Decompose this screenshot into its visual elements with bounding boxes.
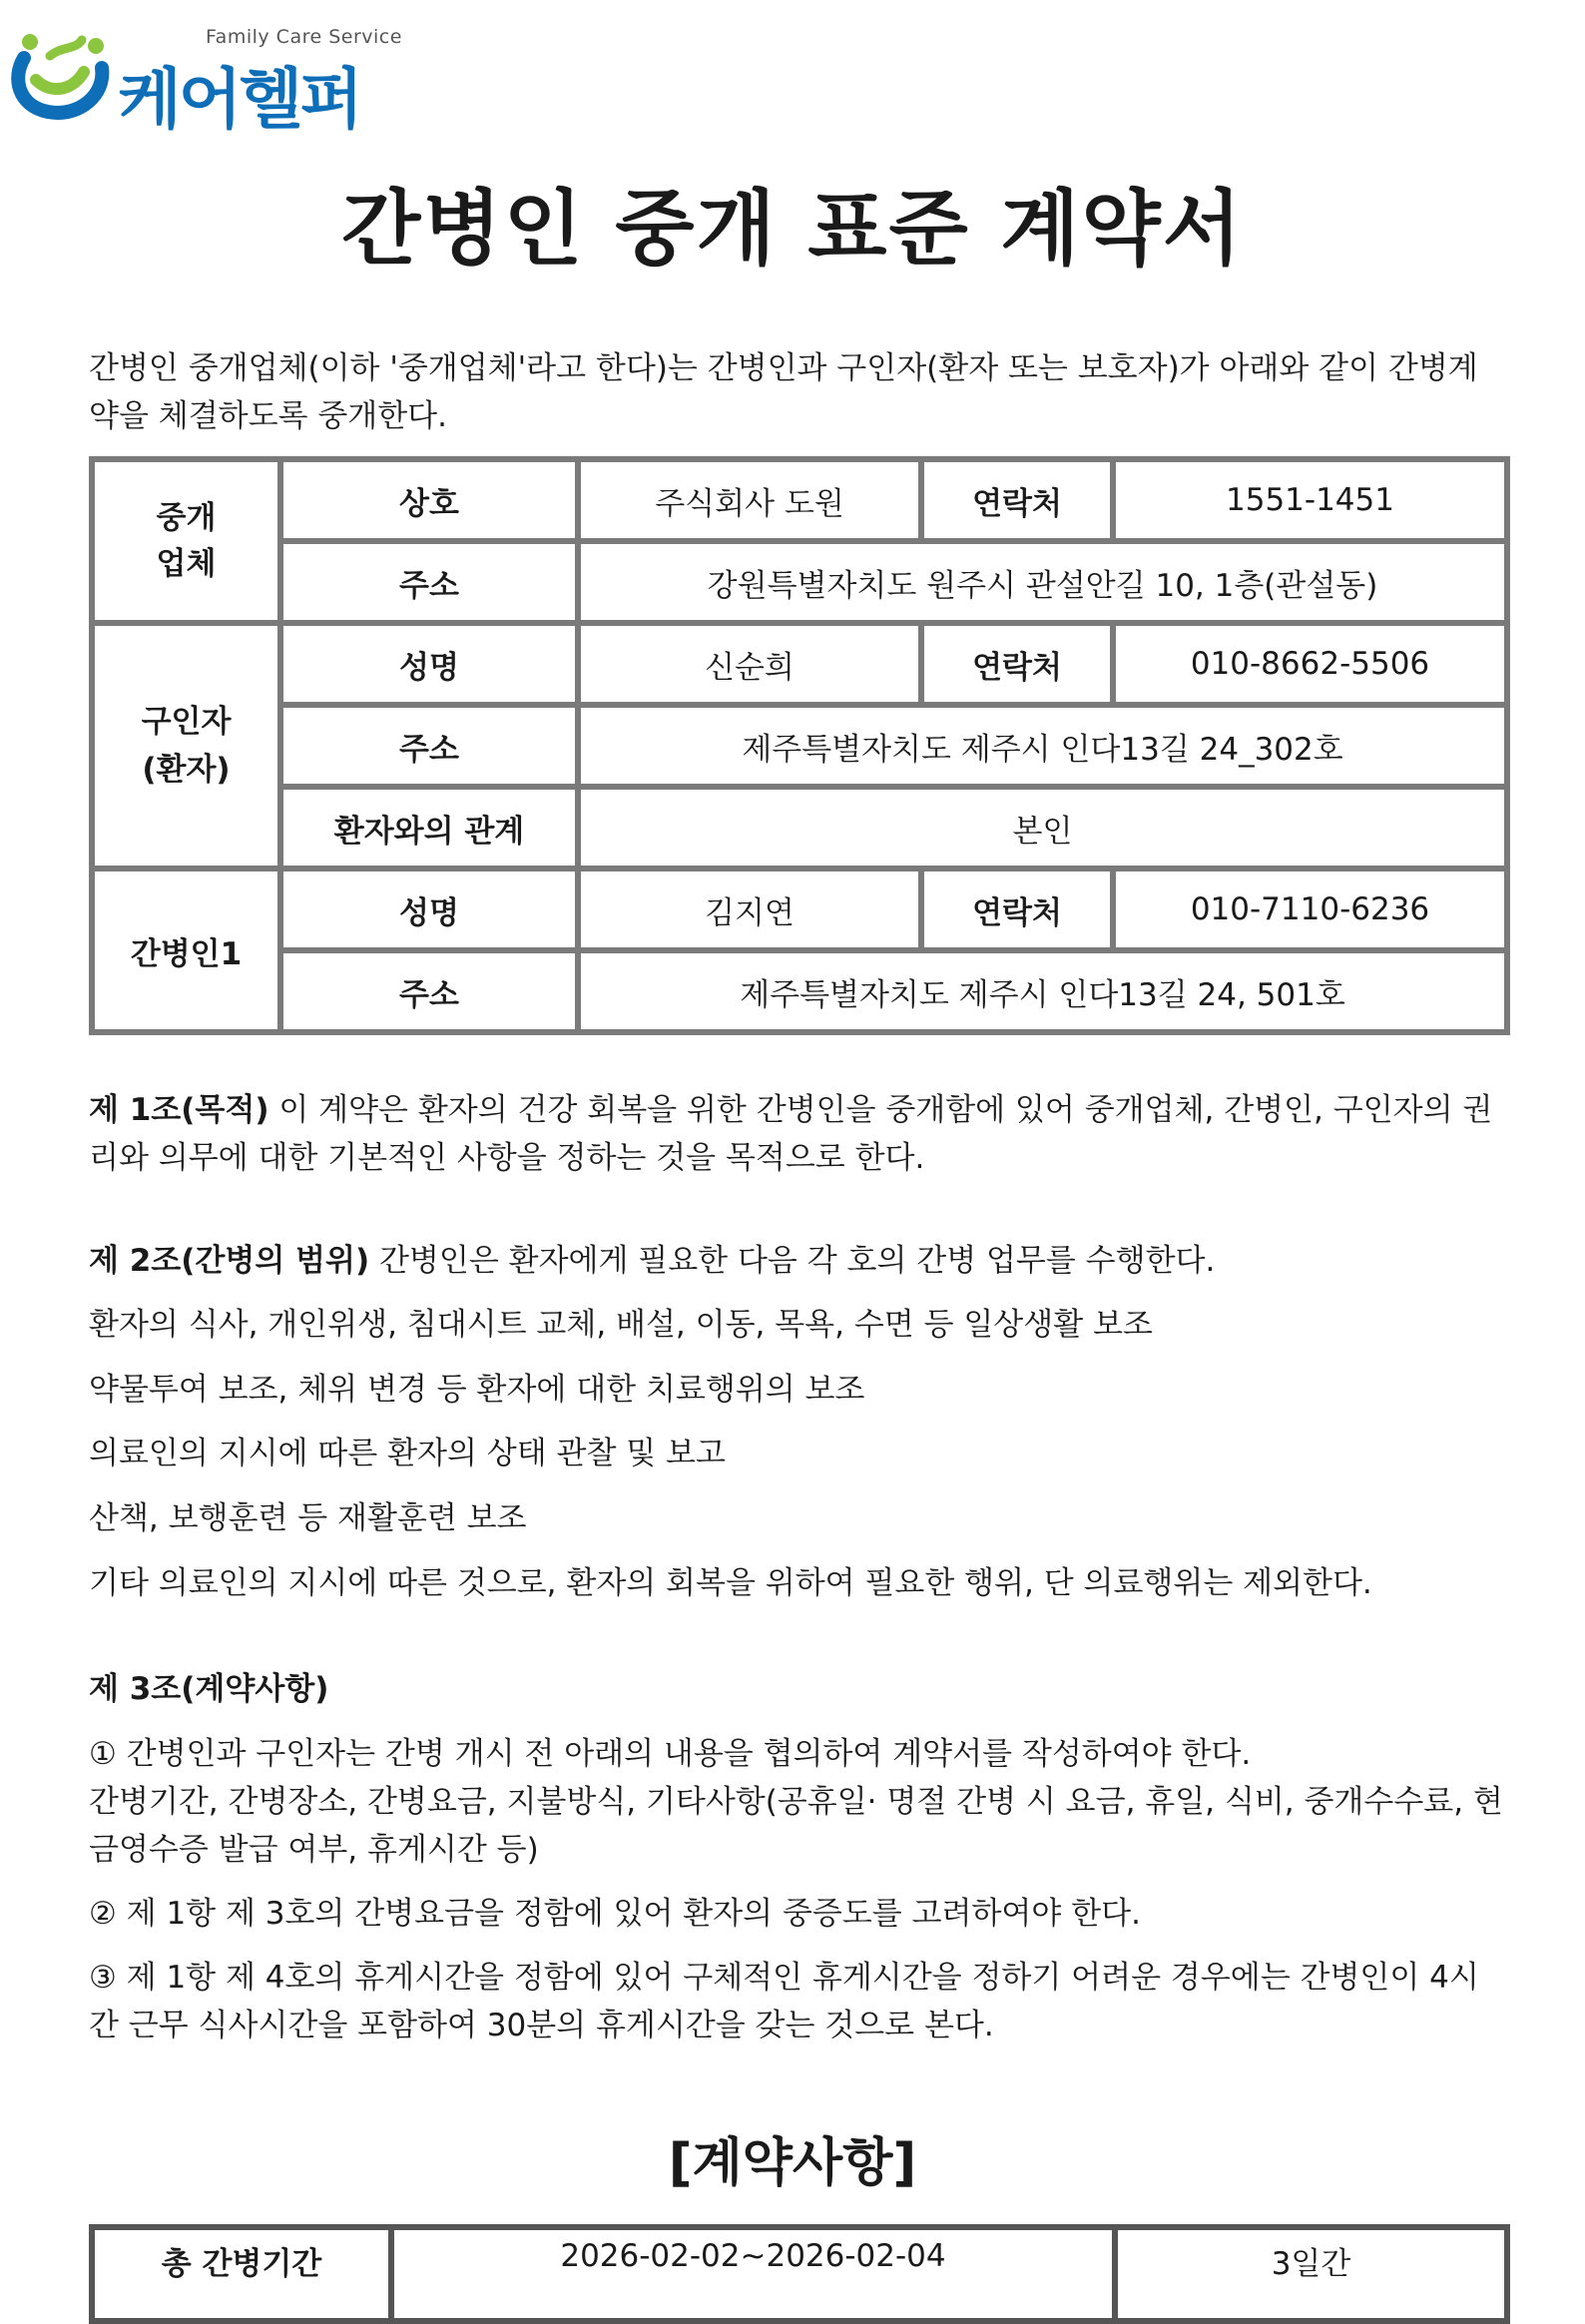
table-row — [92, 2227, 1507, 2321]
caregiver-name-label: 성명 — [280, 869, 578, 950]
list-item: 의료인의 지시에 따른 환자의 상태 관찰 및 보고 — [89, 1436, 726, 1471]
period-label: 총 간병기간 — [92, 2227, 391, 2321]
contract-terms-heading: [계약사항] — [668, 2133, 917, 2193]
period-value: 2026-02-02~2026-02-04 — [391, 2227, 1115, 2321]
client-address-label: 주소 — [280, 705, 578, 787]
article-2-heading: 제 2조(간병의 범위) — [89, 1243, 370, 1279]
agency-name-label: 상호 — [280, 459, 578, 541]
agency-name-value: 주식회사 도원 — [578, 459, 921, 541]
agency-address-label: 주소 — [280, 541, 578, 623]
table-row — [92, 459, 1507, 541]
company-logo — [10, 22, 409, 138]
caregiver-address-label: 주소 — [280, 950, 578, 1032]
contract-terms-table — [89, 2224, 1510, 2324]
article-3-clause-3: ③ 제 1항 제 4호의 휴게시간을 정함에 있어 구체적인 휴게시간을 정하기 어려운 경우에는 간병인이 4시간 근무 식사시간을 포함하여 30분의 휴게시간을 갖는 것으로 본다. — [89, 1960, 1479, 2043]
article-2 — [89, 1237, 1506, 1285]
caregiver-address-value: 제주특별자치도 제주시 인다13길 24, 501호 — [578, 950, 1507, 1032]
period-days: 3일간 — [1115, 2227, 1507, 2321]
table-row — [92, 869, 1507, 950]
table-row — [92, 705, 1507, 787]
document-title: 간병인 중개 표준 계약서 — [341, 182, 1244, 277]
list-item: 기타 의료인의 지시에 따른 것으로, 환자의 회복을 위하여 필요한 행위, 단 의료행위는 제외한다. — [89, 1565, 1372, 1601]
caregiver-section-label: 간병인1 — [92, 869, 280, 1032]
article-3-paragraph-1 — [89, 1730, 1506, 1874]
care-helper-logo-mark — [10, 28, 114, 124]
caregiver-name-value: 김지연 — [578, 869, 921, 950]
caregiver-contact-value: 010-7110-6236 — [1113, 869, 1507, 950]
agency-contact-label: 연락처 — [921, 459, 1113, 541]
table-row — [92, 541, 1507, 623]
article-3-clause-1-detail: 간병기간, 간병장소, 간병요금, 지불방식, 기타사항(공휴일· 명절 간병 시 요금, 휴일, 식비, 중개수수료, 현금영수증 발급 여부, 휴게시간 등) — [89, 1784, 1503, 1868]
agency-section-label: 중개업체 — [92, 459, 280, 623]
table-row — [92, 950, 1507, 1032]
client-contact-label: 연락처 — [921, 623, 1113, 705]
article-3-heading: 제 3조(계약사항) — [89, 1671, 329, 1707]
article-3-clause-1: ① 간병인과 구인자는 간병 개시 전 아래의 내용을 협의하여 계약서를 작성하여야 한다. — [89, 1736, 1252, 1772]
table-row — [92, 623, 1507, 705]
article-2-text: 간병인은 환자에게 필요한 다음 각 호의 간병 업무를 수행한다. — [378, 1243, 1216, 1279]
article-3-clause-2: ② 제 1항 제 3호의 간병요금을 정함에 있어 환자의 중증도를 고려하여야 한다. — [89, 1896, 1141, 1932]
article-1 — [89, 1086, 1506, 1182]
client-name-label: 성명 — [280, 623, 578, 705]
logo-name: 케어헬퍼 — [118, 61, 361, 138]
client-name-value: 신순희 — [578, 623, 921, 705]
parties-table — [89, 456, 1510, 1035]
intro-paragraph: 간병인 중개업체(이하 '중개업체'라고 한다)는 간병인과 구인자(환자 또는 보호자)가 아래와 같이 간병계약을 체결하도록 중개한다. — [89, 350, 1478, 434]
article-1-heading: 제 1조(목적) — [89, 1092, 269, 1128]
list-item: 약물투여 보조, 체위 변경 등 환자에 대한 치료행위의 보조 — [89, 1372, 865, 1408]
list-item: 환자의 식사, 개인위생, 침대시트 교체, 배설, 이동, 목욕, 수면 등 일상생활 보조 — [89, 1307, 1153, 1343]
agency-address-value: 강원특별자치도 원주시 관설안길 10, 1층(관설동) — [578, 541, 1507, 623]
client-relation-value: 본인 — [578, 787, 1507, 869]
client-address-value: 제주특별자치도 제주시 인다13길 24_302호 — [578, 705, 1507, 787]
list-item: 산책, 보행훈련 등 재활훈련 보조 — [89, 1500, 527, 1536]
table-row — [92, 787, 1507, 869]
agency-contact-value: 1551-1451 — [1113, 459, 1507, 541]
logo-tagline: Family Care Service — [206, 26, 402, 48]
client-section-label: 구인자(환자) — [92, 623, 280, 869]
caregiver-contact-label: 연락처 — [921, 869, 1113, 950]
client-relation-label: 환자와의 관계 — [280, 787, 578, 869]
client-contact-value: 010-8662-5506 — [1113, 623, 1507, 705]
article-1-text: 이 계약은 환자의 건강 회복을 위한 간병인을 중개함에 있어 중개업체, 간병인, 구인자의 권리와 의무에 대한 기본적인 사항을 정하는 것을 목적으로 한다. — [89, 1092, 1493, 1176]
